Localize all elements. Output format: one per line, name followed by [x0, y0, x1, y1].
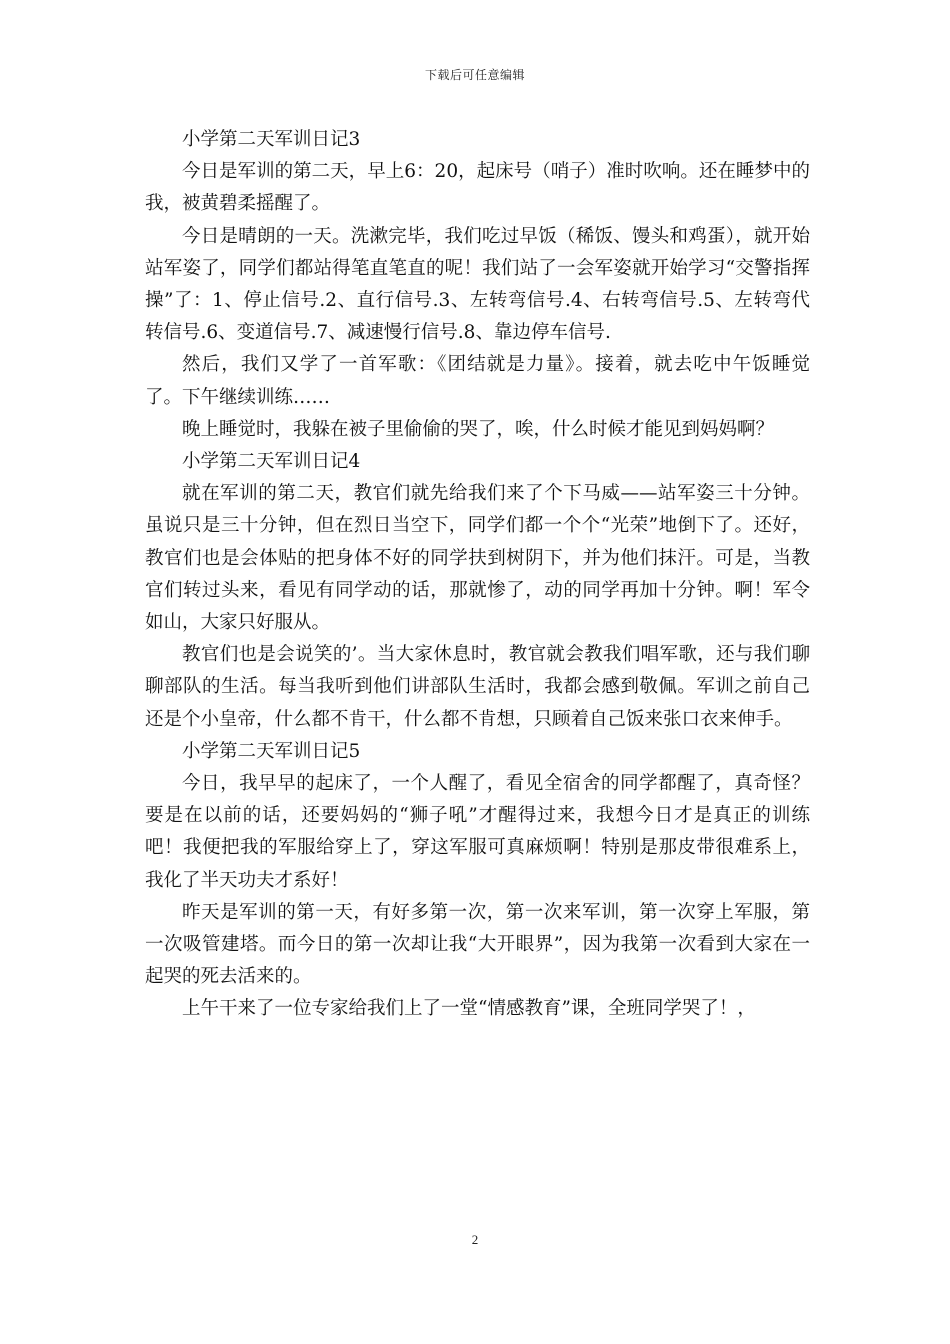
paragraph: 上午干来了一位专家给我们上了一堂“情感教育”课，全班同学哭了！， — [182, 998, 756, 1020]
paragraph: 今日是军训的第二天，早上6：20，起床号（哨子）准时吹响。还在睡梦中的我，被黄碧柔摇醒了。 — [145, 161, 810, 215]
paragraph: 昨天是军训的第一天，有好多第一次，第一次来军训，第一次穿上军服，第一次吸管建塔。而今日的第一次却让我“大开眼界”，因为我第一次看到大家在一起哭的死去活来的。 — [145, 901, 810, 988]
page-header: 下载后可任意编辑 — [424, 68, 525, 82]
paragraph: 教官们也是会说笑的’。当大家休息时，教官就会教我们唱军歌，还与我们聊聊部队的生活。每当我听到他们讲部队生活时，我都会感到敬佩。军训之前自己还是个小皇帝，什么都不肯干，什么都不肯想，只顾着自己饭来张口衣来伸手。 — [145, 644, 810, 730]
section-title: 小学第二天军训日记3 — [182, 129, 361, 150]
paragraph: 然后，我们又学了一首军歌：《团结就是力量》。接着，就去吃中午饭睡觉了。下午继续训练…… — [145, 354, 810, 408]
paragraph: 今日，我早早的起床了，一个人醒了，看见全宿舍的同学都醒了，真奇怪？要是在以前的话，还要妈妈的“狮子吼”才醒得过来，我想今日才是真正的训练吧！我便把我的军服给穿上了，穿这军服可真麻烦啊！特别是那皮带很难系上，我化了半天功夫才系好！ — [145, 773, 810, 891]
section-title: 小学第二天军训日记4 — [182, 451, 361, 473]
paragraph: 今日是晴朗的一天。洗漱完毕，我们吃过早饭（稀饭、馒头和鸡蛋），就开始站军姿了，同学们都站得笔直笔直的呢！我们站了一会军姿就开始学习“交警指挥操”了：1、停止信号.2、直行信号.3、左转弯信号.4、右转弯信号.5、左转弯代转信号.6、变道信号.7、减速慢行信号.8、靠边停车信号. — [145, 225, 810, 344]
paragraph: 就在军训的第二天，教官们就先给我们来了个下马威——站军姿三十分钟。虽说只是三十分钟，但在烈日当空下，同学们都一个个“光荣”地倒下了。还好，教官们也是会体贴的把身体不好的同学扶到树阴下，并为他们抹汗。可是，当教官们转过头来，看见有同学动的话，那就惨了，动的同学再加十分钟。啊！军令如山，大家只好服从。 — [145, 483, 810, 634]
section-title: 小学第二天军训日记5 — [182, 740, 361, 762]
paragraph: 晚上睡觉时，我躲在被子里偷偷的哭了，唉，什么时候才能见到妈妈啊？ — [182, 418, 775, 440]
document-body — [145, 124, 810, 1026]
page-number: 2 — [471, 1232, 479, 1247]
